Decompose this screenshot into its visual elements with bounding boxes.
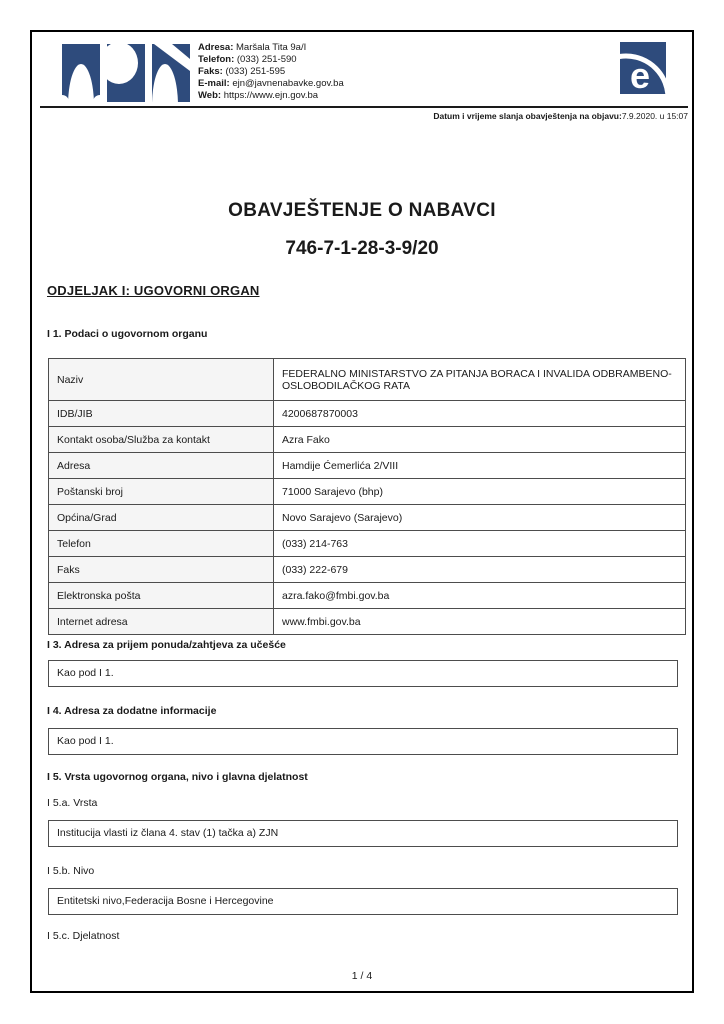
table-row (49, 359, 686, 401)
row-value-cell: www.fmbi.gov.ba (274, 609, 686, 635)
row-label-cell: Naziv (49, 359, 274, 401)
contact-label: E-mail: (198, 78, 230, 89)
ejn-logo-icon (620, 42, 666, 94)
row-value-cell: 4200687870003 (274, 401, 686, 427)
row-value-cell: Hamdije Ćemerlića 2/VIII (274, 453, 686, 479)
table-row (49, 557, 686, 583)
agency-contact-line (198, 66, 344, 78)
section-1-heading: ODJELJAK I: UGOVORNI ORGAN (47, 283, 260, 298)
sub-5b-label: I 5.b. Nivo (47, 865, 95, 877)
contact-value: https://www.ejn.gov.ba (223, 90, 319, 101)
contracting-authority-table (48, 358, 686, 635)
row-value-cell: azra.fako@fmbi.gov.ba (274, 583, 686, 609)
page-frame (30, 30, 694, 993)
contact-label: Telefon: (198, 54, 235, 65)
agency-contact-line (198, 42, 344, 54)
row-label-cell: Elektronska pošta (49, 583, 274, 609)
row-label-cell: IDB/JIB (49, 401, 274, 427)
contact-label: Adresa: (198, 42, 234, 53)
table-row (49, 479, 686, 505)
row-label-cell: Adresa (49, 453, 274, 479)
row-label-cell: Faks (49, 557, 274, 583)
table-row (49, 583, 686, 609)
contact-value: ejn@javnenabavke.gov.ba (232, 78, 344, 89)
contact-value: (033) 251-595 (225, 66, 286, 77)
table-row (49, 531, 686, 557)
row-label-cell: Telefon (49, 531, 274, 557)
row-label-cell: Općina/Grad (49, 505, 274, 531)
sub-4-value-box: Kao pod I 1. (48, 728, 678, 755)
sub-5a-value-box: Institucija vlasti iz člana 4. stav (1) tačka a) ZJN (48, 820, 678, 847)
sub-5b-value-box: Entitetski nivo,Federacija Bosne i Hercegovine (48, 888, 678, 915)
sub-1-heading: I 1. Podaci o ugovornom organu (47, 328, 208, 340)
row-value-cell: Azra Fako (274, 427, 686, 453)
table-row (49, 609, 686, 635)
agency-contact-line (198, 54, 344, 66)
row-value-cell: (033) 214-763 (274, 531, 686, 557)
notice-number: 746-7-1-28-3-9/20 (285, 238, 439, 259)
sub-5c-label: I 5.c. Djelatnost (47, 930, 120, 942)
publish-datetime-value: 7.9.2020. u 15:07 (621, 111, 688, 121)
sub-5a-label: I 5.a. Vrsta (47, 797, 98, 809)
contact-label: Web: (198, 90, 222, 101)
svg-text:e: e (629, 55, 651, 94)
page-number: 1 / 4 (351, 970, 373, 982)
document-title: OBAVJEŠTENJE O NABAVCI (228, 200, 496, 221)
publish-datetime (433, 111, 688, 121)
row-value-cell: Novo Sarajevo (Sarajevo) (274, 505, 686, 531)
row-value-cell: 71000 Sarajevo (bhp) (274, 479, 686, 505)
table-row (49, 505, 686, 531)
agency-contact-line (198, 78, 344, 90)
agency-contact-line (198, 90, 344, 102)
sub-3-heading: I 3. Adresa za prijem ponuda/zahtjeva za učešće (47, 639, 286, 651)
contact-value: (033) 251-590 (236, 54, 297, 65)
sub-4-heading: I 4. Adresa za dodatne informacije (47, 705, 217, 717)
ajn-logo-icon (62, 44, 190, 102)
table-row (49, 453, 686, 479)
row-label-cell: Kontakt osoba/Služba za kontakt (49, 427, 274, 453)
row-value-cell: FEDERALNO MINISTARSTVO ZA PITANJA BORACA I INVALIDA ODBRAMBENO-OSLOBODILAČKOG RATA (274, 359, 686, 401)
row-label-cell: Poštanski broj (49, 479, 274, 505)
contact-value: Maršala Tita 9a/I (236, 42, 307, 53)
publish-datetime-label: Datum i vrijeme slanja obavještenja na objavu: (433, 111, 622, 121)
contact-label: Faks: (198, 66, 223, 77)
table-row (49, 401, 686, 427)
table-row (49, 427, 686, 453)
sub-3-value-box: Kao pod I 1. (48, 660, 678, 687)
agency-contact-block (198, 42, 344, 102)
sub-5-heading: I 5. Vrsta ugovornog organa, nivo i glavna djelatnost (47, 771, 308, 783)
header-divider (40, 106, 688, 108)
row-label-cell: Internet adresa (49, 609, 274, 635)
row-value-cell: (033) 222-679 (274, 557, 686, 583)
